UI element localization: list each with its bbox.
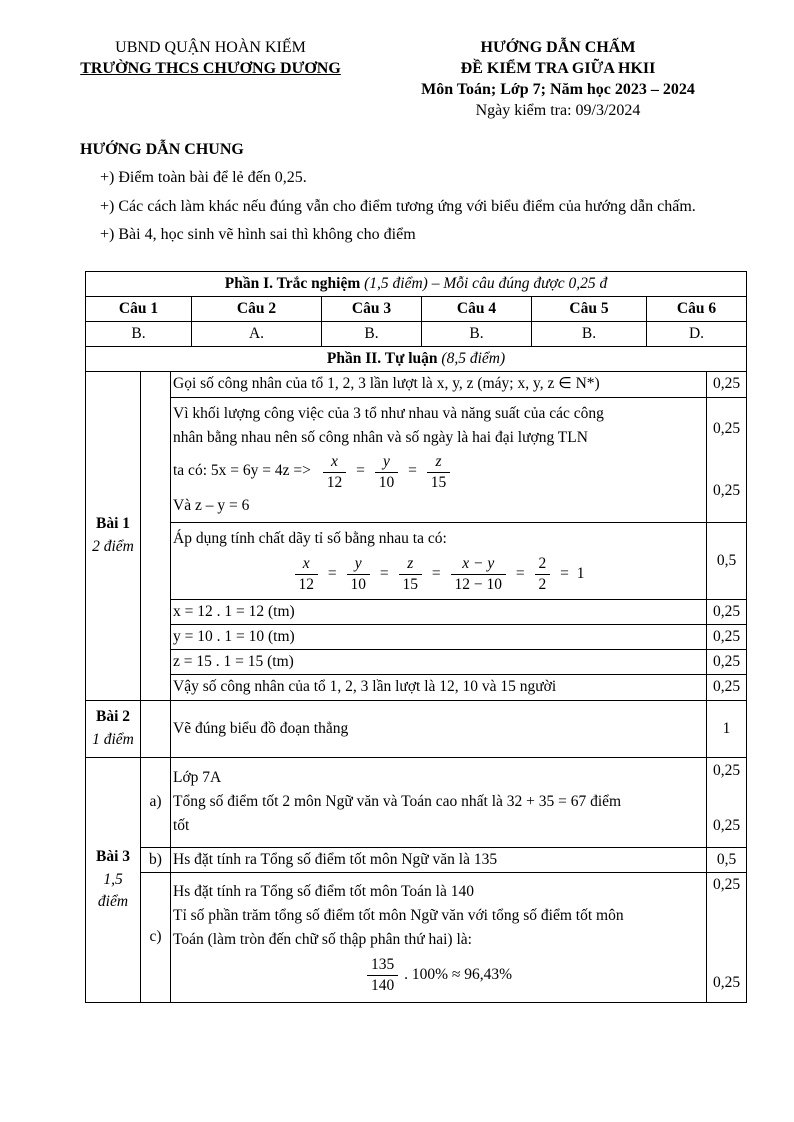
part1-answer: A. [192,321,322,346]
points-value: 0,25 [712,762,741,780]
part2-title-note: (8,5 điểm) [441,349,506,367]
part1-answer: B. [322,321,422,346]
points-stack [709,398,744,521]
part1-question-header: Câu 6 [647,296,747,321]
bai3-points-label-2: điểm [97,893,129,911]
bai1-step3-points: 0,5 [707,522,747,599]
bai1-label-cell [86,371,141,700]
bai1-step2-line1: Vì khối lượng công việc của 3 tổ như nhau và năng suất của các công [173,404,604,422]
issuer-school: TRƯỜNG THCS CHƯƠNG DƯƠNG [80,60,341,78]
part1-question-header: Câu 5 [532,296,647,321]
bai3c-line2: Tỉ số phần trăm tổng số điểm tốt môn Ngữ văn với tổng số điểm tốt môn [173,906,624,924]
bai1-step2-points [707,397,747,522]
points-value: 0,25 [712,481,741,499]
bai1-step2-cell [171,397,707,522]
bai3-label-cell [86,757,141,1002]
exam-date: Ngày kiểm tra: 09/3/2024 [475,102,641,120]
bai2-label-cell [86,700,141,757]
equals-sign: = [515,564,525,582]
bai3c-cell [171,872,707,1002]
bai1-step6-text: z = 15 . 1 = 15 (tm) [171,649,707,674]
bai1-step2-formula [173,452,704,493]
bai3-points-label-1: 1,5 [103,870,123,888]
guide-item: +) Các cách làm khác nếu đúng vẫn cho điểm tương ứng với biểu điểm của hướng dẫn chấm. [100,197,696,215]
equals-sign: = [379,564,389,582]
formula-suffix: . 100% ≈ 96,43% [404,965,513,983]
bai3a-points [707,757,747,847]
part2-table [85,371,747,1003]
part1-question-header: Câu 4 [422,296,532,321]
exam-title: ĐỀ KIỂM TRA GIỮA HKII [460,60,656,78]
issuer-block [58,37,363,79]
fraction-135-140: $\frac{135}{140}$ [367,956,398,995]
bai2-points: 1 [707,700,747,757]
bai1-step3-formula [173,554,704,595]
equals-sign: = [327,564,337,582]
bai3-label: Bài 3 [95,848,131,866]
bai3b-text: Hs đặt tính ra Tổng số điểm tốt môn Ngữ văn là 135 [171,847,707,872]
bai3c-part-label: c) [141,872,171,1002]
equals-sign: = [560,564,569,582]
bai3c-line1: Hs đặt tính ra Tổng số điểm tốt môn Toán là 140 [173,882,474,900]
bai3b-points: 0,5 [707,847,747,872]
equals-sign: = [431,564,441,582]
general-guide-section [80,141,794,249]
bai1-step3-cell [171,522,707,599]
fraction-xy-diff: $\frac{x - y}{12 - 10}$ [451,555,507,594]
bai1-step2-line3: Và z – y = 6 [173,497,250,515]
bai1-step6-points: 0,25 [707,649,747,674]
part1-answer: B. [532,321,647,346]
bai3a-cell [171,757,707,847]
bai1-label: Bài 1 [95,515,131,533]
bai3c-formula [173,955,704,996]
part1-title: Phần I. Trắc nghiệm [224,274,365,292]
part1-answer: B. [86,321,192,346]
bai1-step4-text: x = 12 . 1 = 12 (tm) [171,599,707,624]
bai3a-line2: Tổng số điểm tốt 2 môn Ngữ văn và Toán cao nhất là 32 + 35 = 67 điểm [173,793,622,811]
points-value: 0,25 [712,817,741,835]
bai1-points-label: 2 điểm [92,537,134,555]
points-value: 0,25 [712,420,741,438]
part1-table [85,271,747,347]
bai3a-line3: tốt [173,817,190,835]
fraction-2-2: $\frac{2}{2}$ [535,555,551,594]
fraction-y-10: $\frac{y}{10}$ [347,555,371,594]
part1-question-header: Câu 3 [322,296,422,321]
title-block [363,37,753,121]
part1-title-note: (1,5 điểm) – Mỗi câu đúng được 0,25 đ [364,274,608,292]
part1-question-header: Câu 2 [192,296,322,321]
bai1-step5-points: 0,25 [707,624,747,649]
part2-title: Phần II. Tự luận [326,349,442,367]
guide-item: +) Điểm toàn bài để lẻ đến 0,25. [100,169,307,187]
bai1-step2-line2: nhân bằng nhau nên số công nhân và số ngày là hai đại lượng TLN [173,428,588,446]
issuer-authority: UBND QUẬN HOÀN KIẾM [115,39,306,56]
bai1-step5-text: y = 10 . 1 = 10 (tm) [171,624,707,649]
bai1-step4-points: 0,25 [707,599,747,624]
guide-title: HƯỚNG DẪN CHUNG [80,141,244,159]
formula-result: 1 [576,564,585,582]
fraction-z-15: $\frac{z}{15}$ [427,453,451,492]
fraction-x-12: $\frac{x}{12}$ [295,555,319,594]
equals-sign: = [408,462,417,480]
bai2-answer-text: Vẽ đúng biểu đồ đoạn thẳng [171,700,707,757]
points-value: 0,25 [712,974,741,992]
bai3b-part-label: b) [141,847,171,872]
fraction-z-15: $\frac{z}{15}$ [399,555,423,594]
equals-sign: = [356,462,365,480]
points-stack [709,758,744,846]
bai1-step1-points: 0,25 [707,371,747,397]
bai2-part-column [141,700,171,757]
formula-prefix: ta có: 5x = 6y = 4z => [173,462,311,480]
part2-title-table [85,346,747,372]
answer-key-table [85,271,794,1003]
doc-title: HƯỚNG DẪN CHẤM [480,39,636,56]
points-value: 0,25 [712,876,741,894]
part1-question-header: Câu 1 [86,296,192,321]
guide-item: +) Bài 4, học sinh vẽ hình sai thì không cho điểm [100,226,416,244]
bai1-step1-text: Gọi số công nhân của tổ 1, 2, 3 lần lượt là x, y, z (máy; x, y, z ∈ N*) [171,371,707,397]
part2-title-cell [86,346,747,371]
bai3a-part-label: a) [141,757,171,847]
bai1-step3-text: Áp dụng tính chất dãy tỉ số bằng nhau ta có: [173,530,447,548]
bai1-conclusion-text: Vậy số công nhân của tổ 1, 2, 3 lần lượt là 12, 10 và 15 người [171,674,707,700]
bai3a-line1: Lớp 7A [173,769,222,787]
bai2-points-label: 1 điểm [92,730,134,748]
points-stack [709,873,744,1001]
part1-title-cell [86,271,747,296]
part1-answer: D. [647,321,747,346]
bai1-part-column [141,371,171,700]
bai1-conclusion-points: 0,25 [707,674,747,700]
subject-line: Môn Toán; Lớp 7; Năm học 2023 – 2024 [421,81,695,99]
bai2-label: Bài 2 [95,708,131,726]
bai3c-line3: Toán (làm tròn đến chữ số thập phân thứ hai) là: [173,930,472,948]
fraction-x-12: $\frac{x}{12}$ [323,453,347,492]
document-header [0,37,794,121]
part1-answer: B. [422,321,532,346]
bai3c-points [707,872,747,1002]
fraction-y-10: $\frac{y}{10}$ [375,453,399,492]
